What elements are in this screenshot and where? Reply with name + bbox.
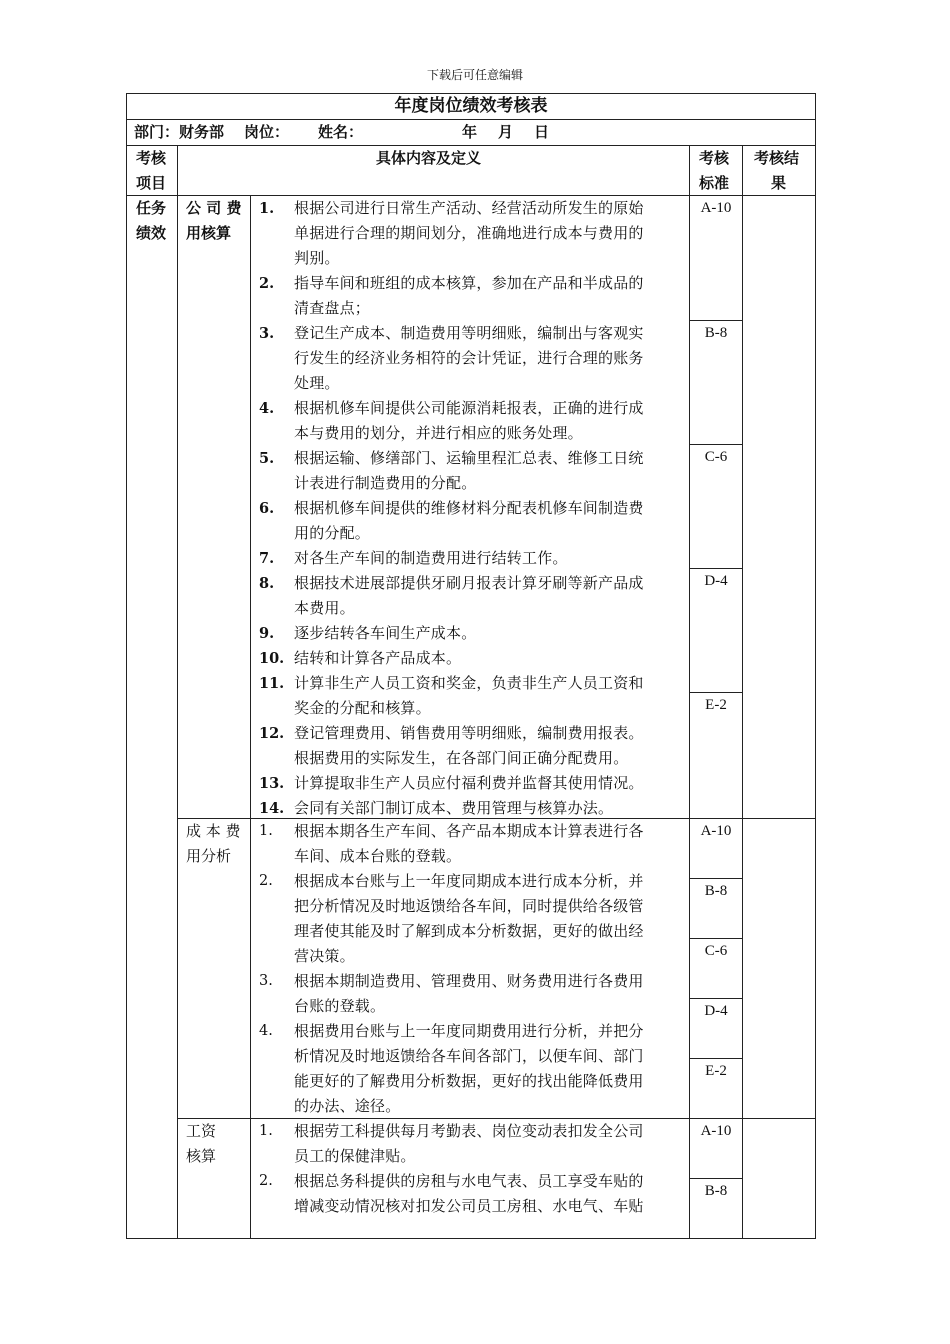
item-text-line: 计算非生产人员工资和奖金，负责非生产人员工资和	[294, 674, 644, 692]
item-text-line: 逐步结转各车间生产成本。	[294, 624, 477, 642]
item-number: 6.	[259, 500, 275, 517]
item-text-line: 结转和计算各产品成本。	[294, 649, 462, 667]
category-label: 绩效	[136, 224, 167, 242]
item-number: 5.	[259, 450, 275, 467]
column-divider	[177, 145, 178, 1239]
item-text-line: 理者使其能及时了解到成本分析数据，更好的做出经	[294, 922, 644, 940]
item-text-line: 奖金的分配和核算。	[294, 699, 431, 717]
item-text-line: 台账的登载。	[294, 997, 386, 1015]
dept-label: 部门：财务部	[134, 123, 225, 141]
grade-label: B-8	[704, 1183, 728, 1199]
form-title: 年度岗位绩效考核表	[394, 96, 548, 116]
item-number: 3.	[259, 325, 275, 342]
section-name: 工资	[186, 1122, 217, 1140]
col-header-result: 考核结	[754, 149, 800, 167]
item-text-line: 根据技术进展部提供牙刷月报表计算牙刷等新产品成	[294, 574, 644, 592]
item-number: 2.	[259, 873, 273, 889]
header-note: 下载后可任意编辑	[426, 68, 523, 82]
item-text-line: 指导车间和班组的成本核算，参加在产品和半成品的	[294, 274, 644, 292]
item-text-line: 对各生产车间的制造费用进行结转工作。	[294, 549, 568, 567]
grade-label: C-6	[704, 449, 728, 465]
item-text-line: 处理。	[294, 374, 340, 392]
item-text-line: 车间、成本台账的登载。	[294, 847, 462, 865]
grade-label: B-8	[704, 325, 728, 341]
item-number: 3.	[259, 973, 273, 989]
grade-label: A-10	[700, 1123, 732, 1139]
item-number: 4.	[259, 400, 275, 417]
col-header-item: 项目	[136, 174, 167, 192]
item-text-line: 登记管理费用、销售费用等明细账，编制费用报表。	[294, 724, 644, 742]
section-name: 用核算	[186, 224, 232, 242]
item-number: 12.	[259, 725, 285, 742]
grade-label: D-4	[704, 573, 728, 589]
column-divider	[250, 195, 251, 1239]
item-number: 2.	[259, 1173, 273, 1189]
section-name: 核算	[186, 1147, 217, 1165]
item-number: 9.	[259, 625, 275, 642]
section-name: 成 本 费	[186, 822, 241, 840]
item-number: 11.	[259, 675, 285, 692]
day-label: 日	[534, 123, 550, 141]
item-text-line: 根据成本台账与上一年度同期成本进行成本分析，并	[294, 872, 644, 890]
item-number: 1.	[259, 1123, 273, 1139]
item-text-line: 清查盘点；	[294, 299, 371, 317]
col-header-standard: 标准	[699, 174, 730, 192]
table-border-left	[126, 93, 127, 1239]
item-text-line: 根据劳工科提供每月考勤表、岗位变动表扣发全公司	[294, 1122, 644, 1140]
item-text-line: 本费用。	[294, 599, 355, 617]
item-text-line: 根据运输、修缮部门、运输里程汇总表、维修工日统	[294, 449, 644, 467]
item-number: 2.	[259, 275, 275, 292]
item-text-line: 单据进行合理的期间划分，准确地进行成本与费用的	[294, 224, 644, 242]
item-text-line: 根据机修车间提供的维修材料分配表机修车间制造费	[294, 499, 644, 517]
item-text-line: 的办法、途径。	[294, 1097, 401, 1115]
section-name: 用分析	[186, 847, 232, 865]
item-text-line: 根据机修车间提供公司能源消耗报表，正确的进行成	[294, 399, 644, 417]
item-text-line: 根据费用的实际发生，在各部门间正确分配费用。	[294, 749, 629, 767]
post-label: 岗位：	[244, 123, 290, 141]
item-text-line: 增减变动情况核对扣发公司员工房租、水电气、车贴	[294, 1197, 644, 1215]
item-text-line: 判别。	[294, 249, 340, 267]
item-text-line: 根据本期制造费用、管理费用、财务费用进行各费用	[294, 972, 644, 990]
table-border-right	[815, 93, 816, 1239]
item-text-line: 能更好的了解费用分析数据，更好的找出能降低费用	[294, 1072, 644, 1090]
grade-label: A-10	[700, 823, 732, 839]
item-number: 4.	[259, 1023, 273, 1039]
table-border-bottom	[126, 1238, 816, 1239]
grade-label: E-2	[705, 697, 727, 713]
item-number: 13.	[259, 775, 285, 792]
grade-label: D-4	[704, 1003, 728, 1019]
item-number: 14.	[259, 800, 285, 817]
item-number: 8.	[259, 575, 275, 592]
category-label: 任务	[136, 199, 167, 217]
item-text-line: 把分析情况及时地返馈给各车间，同时提供给各级管	[294, 897, 644, 915]
grade-label: A-10	[700, 200, 732, 216]
item-text-line: 营决策。	[294, 947, 355, 965]
section-name: 公 司 费	[186, 199, 242, 217]
item-text-line: 员工的保健津贴。	[294, 1147, 416, 1165]
item-number: 7.	[259, 550, 275, 567]
item-text-line: 计表进行制造费用的分配。	[294, 474, 477, 492]
item-number: 1.	[259, 200, 275, 217]
grade-label: E-2	[705, 1063, 727, 1079]
item-text-line: 根据本期各生产车间、各产品本期成本计算表进行各	[294, 822, 644, 840]
col-header-result: 果	[771, 174, 787, 192]
item-text-line: 计算提取非生产人员应付福利费并监督其使用情况。	[294, 774, 644, 792]
item-text-line: 根据总务科提供的房租与水电气表、员工享受车贴的	[294, 1172, 644, 1190]
item-text-line: 会同有关部门制订成本、费用管理与核算办法。	[294, 799, 614, 817]
grade-label: B-8	[704, 883, 728, 899]
col-header-content: 具体内容及定义	[376, 149, 482, 167]
col-header-standard: 考核	[699, 149, 730, 167]
item-text-line: 根据费用台账与上一年度同期费用进行分析，并把分	[294, 1022, 644, 1040]
month-label: 月	[498, 123, 514, 141]
item-text-line: 析情况及时地返馈给各车间各部门，以便车间、部门	[294, 1047, 644, 1065]
name-label: 姓名：	[318, 123, 364, 141]
item-text-line: 用的分配。	[294, 524, 371, 542]
item-number: 1.	[259, 823, 273, 839]
item-text-line: 根据公司进行日常生产活动、经营活动所发生的原始	[294, 199, 644, 217]
item-number: 10.	[259, 650, 285, 667]
item-text-line: 登记生产成本、制造费用等明细账，编制出与客观实	[294, 324, 644, 342]
item-text-line: 本与费用的划分，并进行相应的账务处理。	[294, 424, 583, 442]
grade-label: C-6	[704, 943, 728, 959]
col-header-item: 考核	[136, 149, 167, 167]
year-label: 年	[462, 123, 478, 141]
item-text-line: 行发生的经济业务相符的会计凭证，进行合理的账务	[294, 349, 644, 367]
